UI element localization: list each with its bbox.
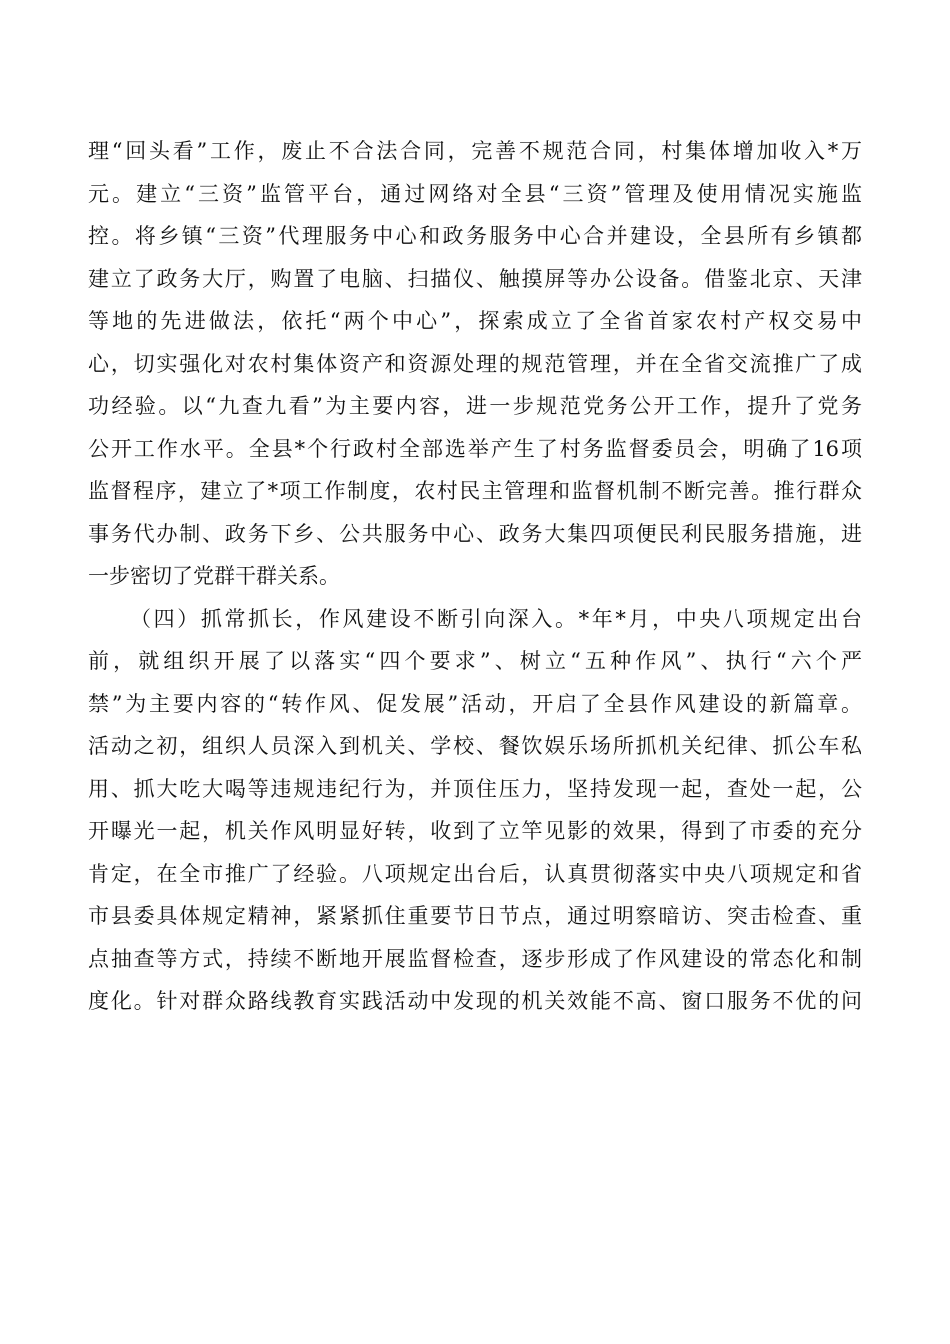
text-line: 元。建立“三资”监管平台，通过网络对全县“三资”管理及使用情况实施监 [88, 181, 862, 206]
text-line: 禁”为主要内容的“转作风、促发展”活动，开启了全县作风建设的新篇章。 [88, 691, 862, 716]
paragraph-2 [88, 598, 862, 1023]
text-line: 心，切实强化对农村集体资产和资源处理的规范管理，并在全省交流推广了成 [88, 351, 862, 376]
text-line: 前，就组织开展了以落实“四个要求”、树立“五种作风”、执行“六个严 [88, 649, 862, 673]
text-line: 公开工作水平。全县*个行政村全部选举产生了村务监督委员会，明确了16项 [88, 436, 862, 461]
paragraph-1 [88, 130, 862, 598]
text-line: 建立了政务大厅，购置了电脑、扫描仪、触摸屏等办公设备。借鉴北京、天津 [88, 266, 862, 291]
text-line: 功经验。以“九查九看”为主要内容，进一步规范党务公开工作，提升了党务 [88, 394, 862, 418]
document-page [88, 130, 862, 1023]
text-line: 活动之初，组织人员深入到机关、学校、餐饮娱乐场所抓机关纪律、抓公车私 [88, 734, 862, 758]
text-line: 肯定，在全市推广了经验。八项规定出台后，认真贯彻落实中央八项规定和省 [88, 861, 862, 886]
text-line: 度化。针对群众路线教育实践活动中发现的机关效能不高、窗口服务不优的问 [88, 989, 862, 1013]
text-line: 事务代办制、政务下乡、公共服务中心、政务大集四项便民利民服务措施，进 [88, 521, 862, 546]
text-line: 理“回头看”工作，废止不合法合同，完善不规范合同，村集体增加收入*万 [88, 139, 862, 163]
text-line: 监督程序，建立了*项工作制度，农村民主管理和监督机制不断完善。推行群众 [88, 479, 862, 503]
text-line: 等地的先进做法，依托“两个中心”，探索成立了全省首家农村产权交易中 [88, 309, 862, 333]
text-line: 用、抓大吃大喝等违规违纪行为，并顶住压力，坚持发现一起，查处一起，公 [88, 776, 862, 801]
text-line: 点抽查等方式，持续不断地开展监督检查，逐步形成了作风建设的常态化和制 [88, 946, 862, 971]
text-line: 控。将乡镇“三资”代理服务中心和政务服务中心合并建设，全县所有乡镇都 [88, 224, 862, 248]
text-line: 开曝光一起，机关作风明显好转，收到了立竿见影的效果，得到了市委的充分 [88, 819, 862, 843]
text-line: 市县委具体规定精神，紧紧抓住重要节日节点，通过明察暗访、突击检查、重 [88, 904, 862, 928]
text-line: （四）抓常抓长，作风建设不断引向深入。*年*月，中央八项规定出台 [130, 606, 862, 631]
text-line: 一步密切了党群干群关系。 [88, 564, 340, 588]
